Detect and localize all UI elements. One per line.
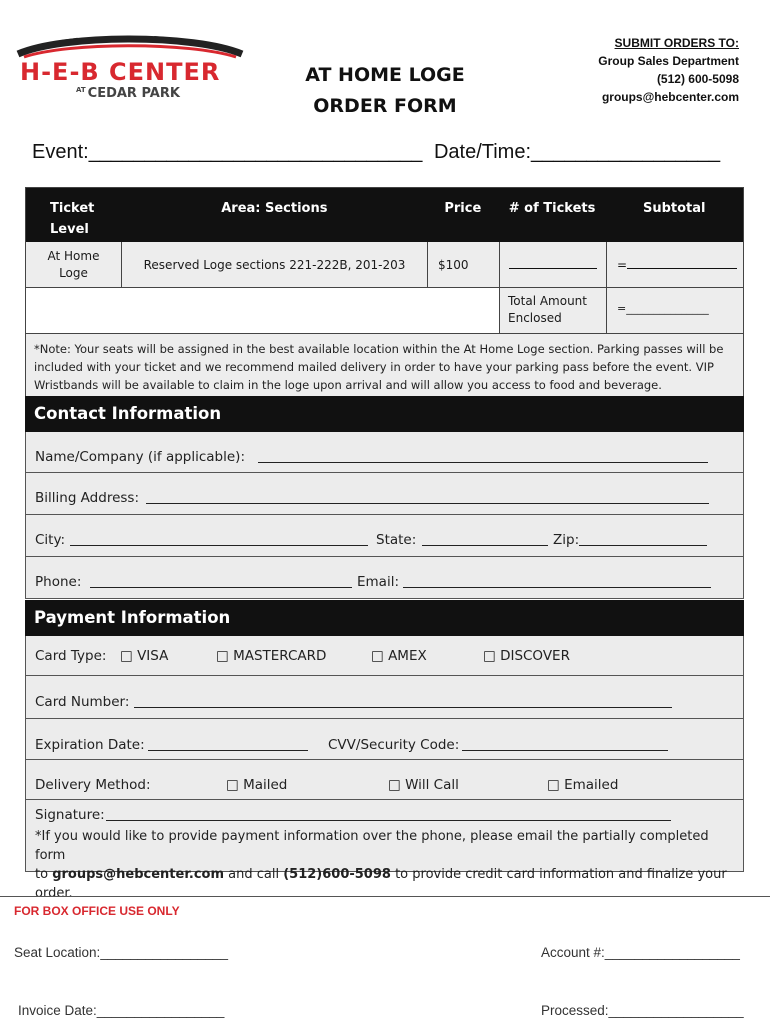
delivery-option-will-call[interactable]: □ Will Call bbox=[388, 777, 459, 793]
name-company-field[interactable] bbox=[258, 449, 708, 463]
checkbox-icon[interactable]: □ bbox=[120, 648, 133, 664]
submit-email[interactable]: groups@hebcenter.com bbox=[601, 90, 739, 104]
billing-address-field[interactable] bbox=[146, 490, 709, 504]
logo-sub-text bbox=[76, 86, 180, 101]
checkbox-icon[interactable]: □ bbox=[216, 648, 229, 664]
header-ticket-level: Ticket Level bbox=[50, 201, 95, 237]
processed-field[interactable]: Processed:__________________ bbox=[541, 1003, 744, 1018]
zip-field[interactable] bbox=[579, 532, 707, 546]
zip-label: Zip: bbox=[553, 532, 580, 548]
ticket-row-at-home-loge bbox=[26, 242, 743, 288]
phone-email-row bbox=[25, 557, 744, 599]
name-company-row bbox=[25, 432, 744, 473]
signature-row bbox=[25, 800, 744, 901]
phone-field[interactable] bbox=[90, 574, 352, 588]
row-ticket-count-field[interactable] bbox=[500, 242, 607, 287]
signature-label: Signature: bbox=[35, 807, 105, 823]
header-price: Price bbox=[444, 201, 482, 216]
checkbox-icon[interactable]: □ bbox=[226, 777, 239, 793]
header-area-sections: Area: Sections bbox=[221, 201, 328, 216]
billing-address-label: Billing Address: bbox=[35, 490, 139, 506]
expiration-date-field[interactable] bbox=[148, 737, 308, 751]
submit-phone: (512) 600-5098 bbox=[656, 72, 739, 86]
event-datetime-line bbox=[32, 141, 720, 164]
box-office-title: FOR BOX OFFICE USE ONLY bbox=[14, 904, 180, 918]
datetime-field[interactable]: Date/Time:_________________ bbox=[433, 141, 721, 163]
header-subtotal: Subtotal bbox=[642, 201, 706, 216]
checkbox-icon[interactable]: □ bbox=[483, 648, 496, 664]
city-label: City: bbox=[35, 532, 66, 548]
logo-cedar-park: CEDAR PARK bbox=[87, 86, 180, 101]
delivery-method-row bbox=[25, 760, 744, 800]
expiration-date-label: Expiration Date: bbox=[35, 737, 145, 753]
phone-payment-note: *If you would like to provide payment information over the phone, please email the partially completed form to groups@hebcenter.com and call (512)600-5098 to provide credit card information and finalize your order. bbox=[35, 829, 727, 901]
submit-heading: SUBMIT ORDERS TO: bbox=[614, 36, 739, 50]
row-ticket-level: At Home Loge bbox=[26, 242, 122, 287]
ticket-total-row bbox=[26, 288, 743, 334]
phone-label: Phone: bbox=[35, 574, 82, 590]
logo-main-text: H-E-B CENTER bbox=[20, 58, 221, 86]
signature-field[interactable] bbox=[106, 807, 671, 821]
submit-orders-info bbox=[598, 34, 739, 106]
seat-location-field[interactable]: Seat Location:_________________ bbox=[14, 945, 228, 960]
row-price: $100 bbox=[428, 242, 500, 287]
total-row-blank bbox=[26, 288, 500, 333]
name-company-label: Name/Company (if applicable): bbox=[35, 449, 246, 465]
expiration-cvv-row bbox=[25, 719, 744, 760]
account-number-field[interactable]: Account #:__________________ bbox=[541, 945, 740, 960]
billing-address-row bbox=[25, 473, 744, 515]
email-field[interactable] bbox=[403, 574, 711, 588]
note-phone-number: (512)600-5098 bbox=[283, 867, 391, 882]
page-title-line2: ORDER FORM bbox=[313, 95, 457, 117]
seating-note: *Note: Your seats will be assigned in the best available location within the At Home Loge section. Parking passes will be included with your ticket and we recommend mailed delivery in order to have your parking pass before the event. VIP Wristbands will be available to claim in the loge upon arrival and will allow you access to food and beverage. bbox=[34, 342, 724, 392]
checkbox-icon[interactable]: □ bbox=[388, 777, 401, 793]
ticket-table-header bbox=[26, 188, 743, 242]
card-option-discover[interactable]: □ DISCOVER bbox=[483, 648, 570, 664]
row-subtotal-field[interactable]: = bbox=[607, 242, 743, 287]
checkbox-icon[interactable]: □ bbox=[547, 777, 560, 793]
card-type-label: Card Type: bbox=[35, 648, 107, 664]
total-amount-label: Total Amount Enclosed bbox=[500, 288, 607, 333]
checkbox-icon[interactable]: □ bbox=[371, 648, 384, 664]
note-email-link[interactable]: groups@hebcenter.com bbox=[52, 867, 224, 882]
card-number-label: Card Number: bbox=[35, 694, 130, 710]
box-office-divider bbox=[0, 896, 770, 897]
card-option-amex[interactable]: □ AMEX bbox=[371, 648, 427, 664]
city-field[interactable] bbox=[70, 532, 368, 546]
card-number-field[interactable] bbox=[134, 694, 672, 708]
email-label: Email: bbox=[357, 574, 400, 590]
card-number-row bbox=[25, 676, 744, 719]
contact-information-heading: Contact Information bbox=[25, 396, 744, 432]
total-amount-field[interactable]: =_______________ bbox=[617, 302, 709, 315]
page-title-line1: AT HOME LOGE bbox=[305, 64, 465, 86]
heb-center-logo bbox=[14, 30, 246, 106]
cvv-label: CVV/Security Code: bbox=[328, 737, 460, 753]
invoice-date-field[interactable]: Invoice Date:_________________ bbox=[18, 1003, 225, 1018]
card-type-row bbox=[25, 636, 744, 676]
row-area-sections: Reserved Loge sections 221-222B, 201-203 bbox=[122, 242, 428, 287]
city-state-zip-row bbox=[25, 515, 744, 557]
cvv-field[interactable] bbox=[462, 737, 668, 751]
payment-information-heading: Payment Information bbox=[25, 600, 744, 636]
header-ticket-count: # of Tickets bbox=[508, 201, 596, 216]
card-option-mastercard[interactable]: □ MASTERCARD bbox=[216, 648, 327, 664]
logo-at-text: AT bbox=[76, 86, 86, 94]
ticket-table bbox=[25, 187, 744, 401]
card-option-visa[interactable]: □ VISA bbox=[120, 648, 169, 664]
submit-department: Group Sales Department bbox=[598, 54, 739, 68]
event-field[interactable]: Event:______________________________ bbox=[32, 141, 423, 163]
delivery-option-emailed[interactable]: □ Emailed bbox=[547, 777, 619, 793]
delivery-option-mailed[interactable]: □ Mailed bbox=[226, 777, 288, 793]
state-field[interactable] bbox=[422, 532, 548, 546]
page-title bbox=[290, 60, 480, 122]
state-label: State: bbox=[376, 532, 417, 548]
delivery-method-label: Delivery Method: bbox=[35, 777, 151, 793]
